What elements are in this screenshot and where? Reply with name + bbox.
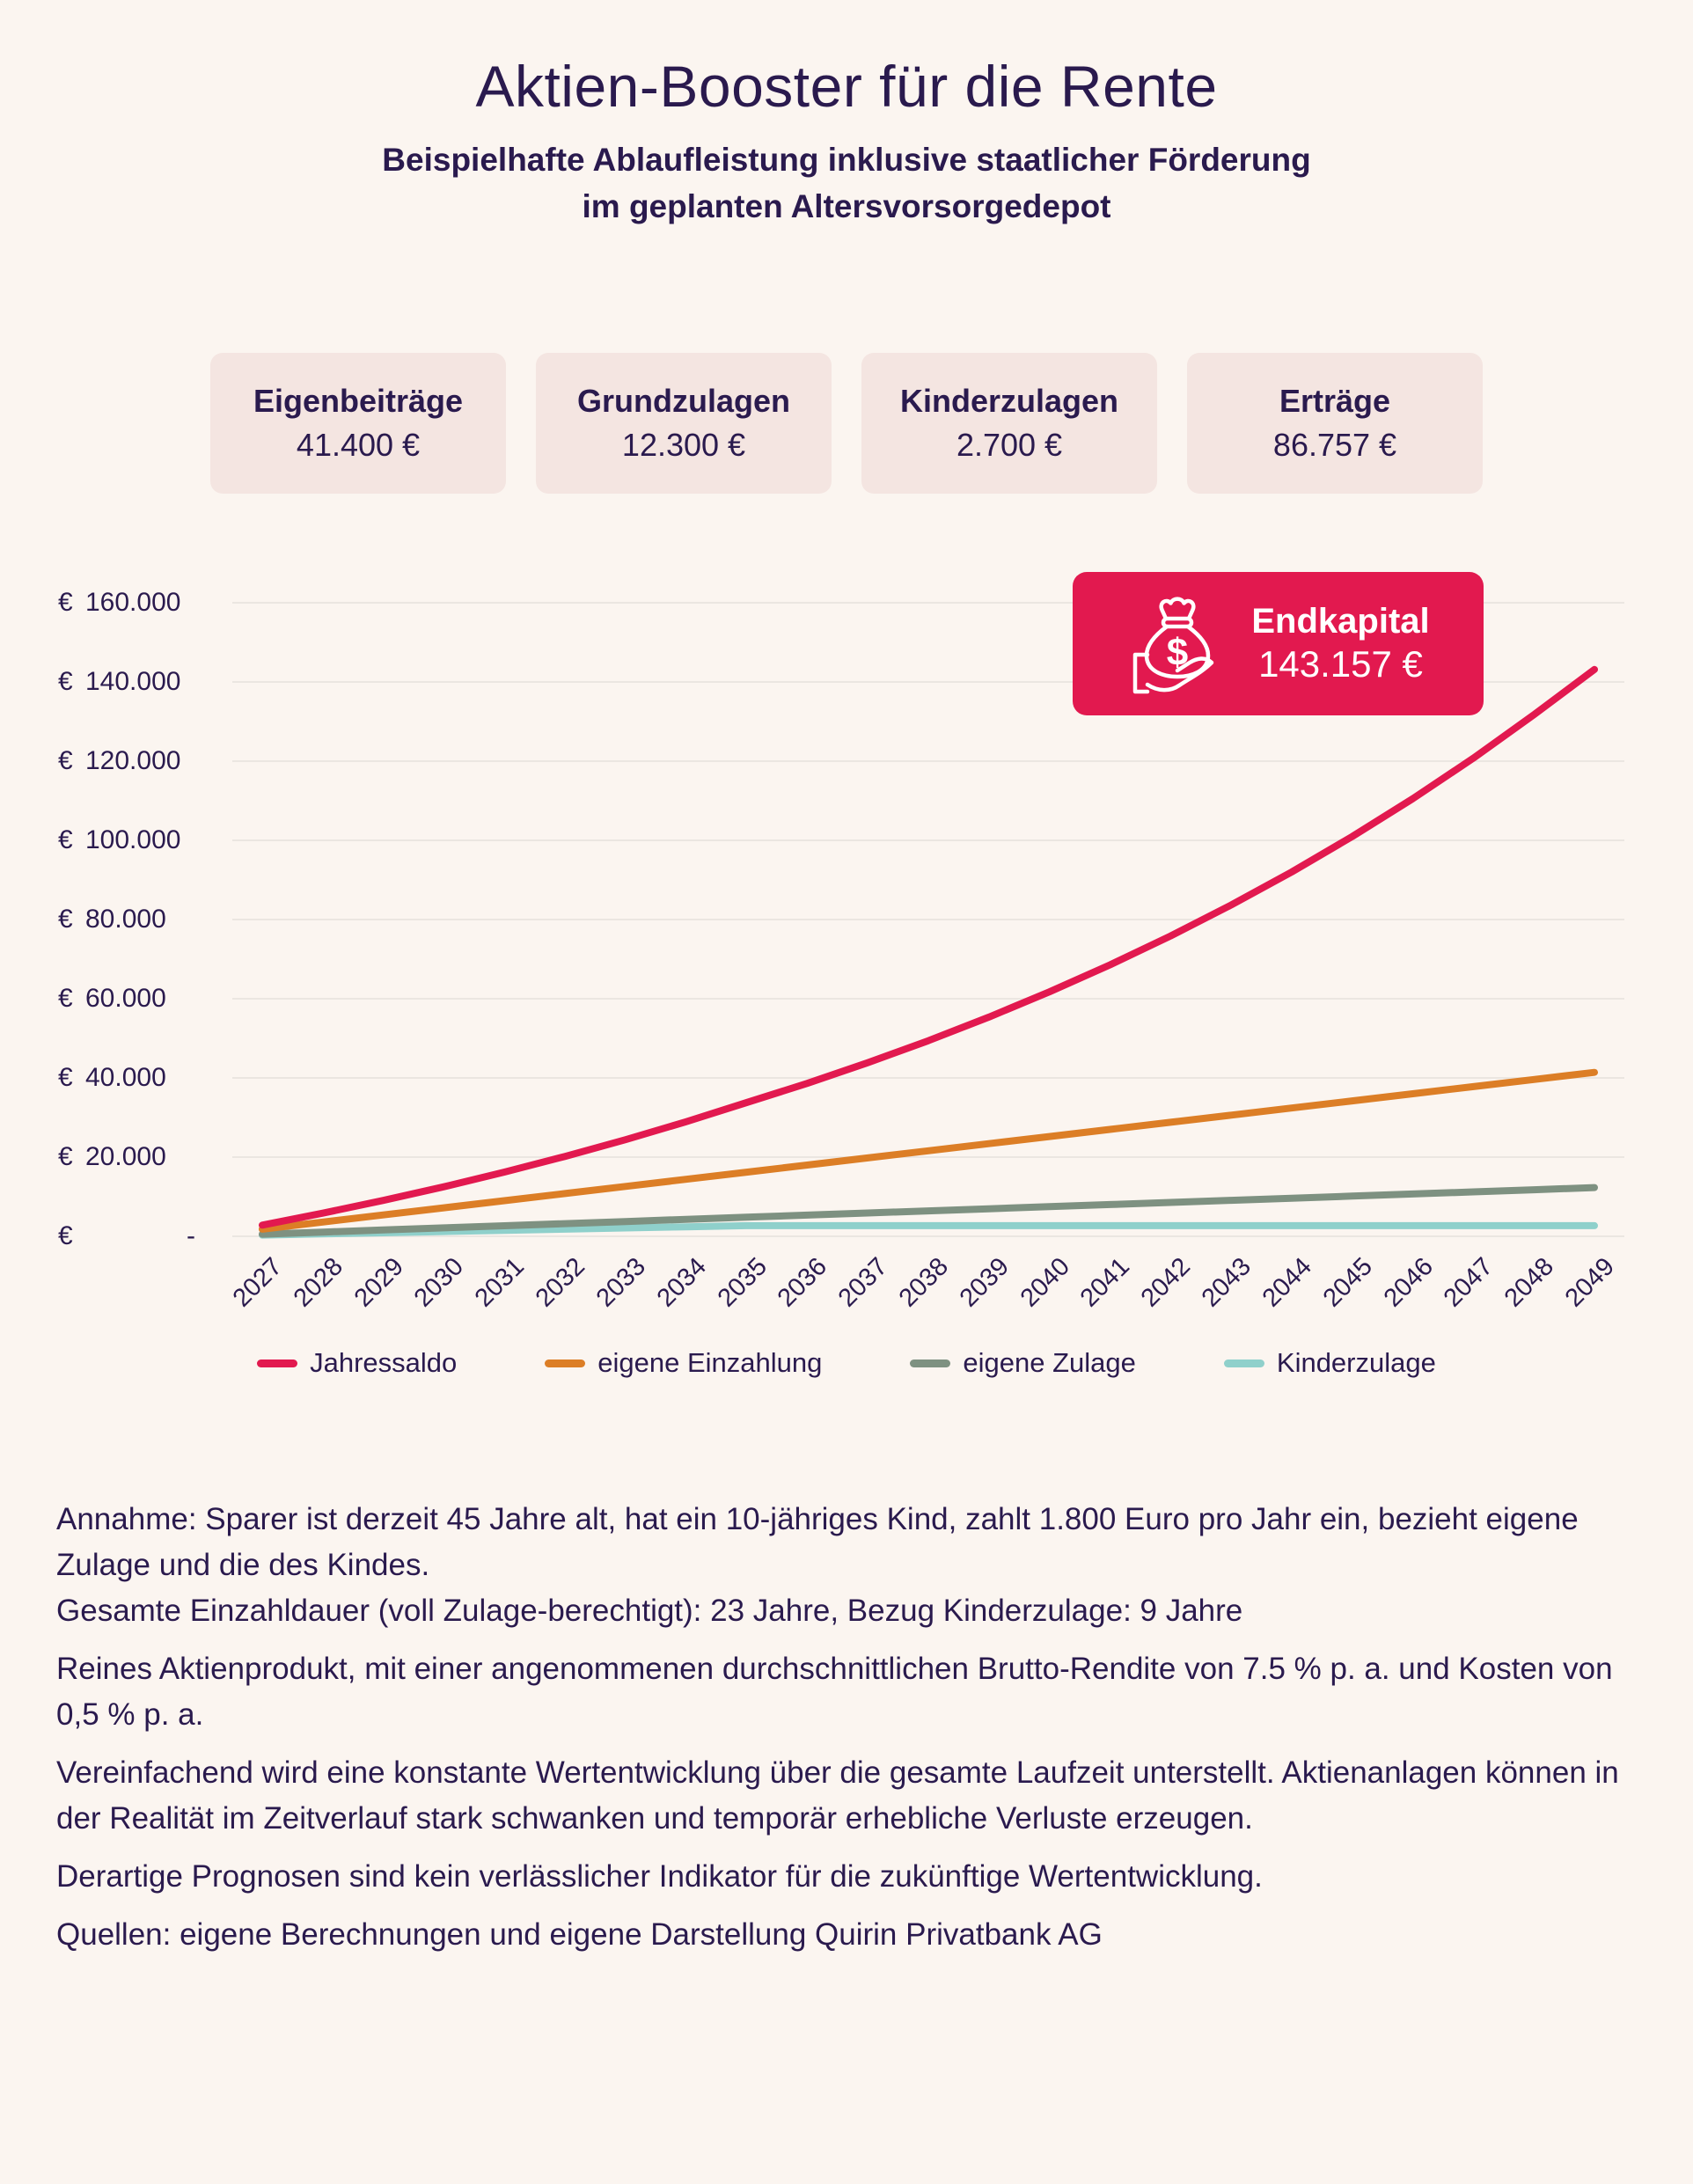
x-axis-tick-label: 2039 (954, 1252, 1015, 1313)
legend-item-eigene-einzahlung (545, 1347, 822, 1379)
stat-card-kinderzulagen (861, 353, 1157, 494)
stat-card-ertraege (1187, 353, 1483, 494)
x-axis-tick-label: 2046 (1378, 1252, 1439, 1313)
page-subtitle (0, 137, 1693, 230)
note-einzahldauer: Gesamte Einzahldauer (voll Zulage-berechtigt): 23 Jahre, Bezug Kinderzulage: 9 Jahre (56, 1594, 1243, 1629)
x-axis-tick-label: 2031 (469, 1252, 531, 1313)
y-axis-tick-label (58, 583, 195, 622)
legend-label: Jahressaldo (310, 1347, 458, 1379)
stat-card-grundzulagen (536, 353, 832, 494)
currency-symbol: € (58, 1221, 73, 1251)
legend-label: Kinderzulage (1276, 1347, 1436, 1379)
tick-value: 120.000 (85, 746, 181, 776)
series-line-jahressaldo (262, 670, 1594, 1226)
y-axis-tick-label (58, 900, 195, 939)
x-axis-tick-label: 2049 (1559, 1252, 1620, 1313)
tick-value: 40.000 (85, 1063, 166, 1093)
tick-value: 20.000 (85, 1142, 166, 1172)
note-annahme: Annahme: Sparer ist derzeit 45 Jahre alt, hat ein 10-jähriges Kind, zahlt 1.800 Euro pro Jahr ein, bezieht eigene Zulage und die des Kindes. (56, 1502, 1579, 1583)
legend-swatch (1224, 1360, 1264, 1367)
legend-swatch (257, 1360, 297, 1367)
stat-card-eigenbeitraege (210, 353, 506, 494)
note-wertentwicklung: Vereinfachend wird eine konstante Wertentwicklung über die gesamte Laufzeit unterstellt. Aktienanlagen können in der Realität im Zeitverlauf stark schwanken und temporär erhebliche Verluste erzeugen. (56, 1755, 1619, 1836)
currency-symbol: € (58, 825, 73, 855)
legend-label: eigene Zulage (963, 1347, 1136, 1379)
dollar-glyph: $ (1167, 630, 1189, 674)
note-aktienprodukt: Reines Aktienprodukt, mit einer angenommenen durchschnittlichen Brutto-Rendite von 7.5 % p. a. und Kosten von 0,5 % p. a. (56, 1652, 1613, 1733)
page-title: Aktien-Booster für die Rente (475, 54, 1218, 119)
x-axis-tick-label: 2045 (1317, 1252, 1378, 1313)
currency-symbol: € (58, 905, 73, 934)
footnotes (56, 1497, 1631, 1958)
currency-symbol: € (58, 588, 73, 618)
x-axis-tick-label: 2042 (1135, 1252, 1197, 1313)
legend-label: eigene Einzahlung (597, 1347, 823, 1379)
x-axis-tick-label: 2041 (1075, 1252, 1136, 1313)
stat-value: 2.700 € (956, 427, 1063, 464)
legend-item-kinderzulage (1224, 1347, 1436, 1379)
y-axis-tick-label (58, 1217, 195, 1256)
currency-symbol: € (58, 746, 73, 776)
currency-symbol: € (58, 1142, 73, 1172)
endkapital-badge (1073, 572, 1484, 715)
page-subtitle-line2: im geplanten Altersvorsorgedepot (582, 187, 1111, 224)
x-axis-tick-label: 2048 (1499, 1252, 1560, 1313)
page-subtitle-line1: Beispielhafte Ablaufleistung inklusive staatlicher Förderung (382, 142, 1311, 178)
x-axis-tick-label: 2029 (348, 1252, 409, 1313)
x-axis-tick-label: 2034 (651, 1252, 712, 1313)
stat-label: Grundzulagen (577, 383, 790, 420)
x-axis-tick-label: 2044 (1257, 1252, 1317, 1313)
tick-value: 80.000 (85, 905, 166, 934)
y-axis-tick-label (58, 742, 195, 781)
tick-value: 140.000 (85, 667, 181, 697)
y-axis-tick-label (58, 1059, 195, 1097)
line-chart (0, 494, 1693, 1338)
x-axis-tick-label: 2030 (409, 1252, 470, 1313)
x-axis-tick-label: 2033 (590, 1252, 651, 1313)
stat-label: Kinderzulagen (899, 383, 1119, 420)
endkapital-title: Endkapital (1251, 602, 1430, 641)
legend-swatch (910, 1360, 950, 1367)
x-axis-tick-label: 2043 (1196, 1252, 1257, 1313)
legend-item-jahressaldo (257, 1347, 457, 1379)
endkapital-badge-text (1251, 602, 1429, 685)
currency-symbol: € (58, 1063, 73, 1093)
currency-symbol: € (58, 984, 73, 1014)
y-axis-tick-label (58, 979, 195, 1018)
legend-swatch (545, 1360, 585, 1367)
x-axis-tick-label: 2032 (530, 1252, 591, 1313)
x-axis-tick-label: 2038 (893, 1252, 954, 1313)
x-axis-tick-label: 2036 (773, 1252, 833, 1313)
tick-value: - (187, 1221, 195, 1251)
tick-value: 160.000 (85, 588, 181, 618)
endkapital-value: 143.157 € (1258, 643, 1423, 685)
x-axis-tick-label: 2047 (1439, 1252, 1499, 1313)
y-axis-tick-label (58, 1138, 195, 1176)
source-line: Quellen: eigene Berechnungen und eigene Darstellung Quirin Privatbank AG (56, 1917, 1103, 1953)
x-axis-tick-label: 2037 (832, 1252, 894, 1313)
money-bag-icon (1126, 591, 1232, 697)
stat-label: Eigenbeiträge (253, 383, 464, 420)
x-axis-tick-label: 2040 (1015, 1252, 1075, 1313)
x-axis-tick-label: 2027 (227, 1252, 288, 1313)
y-axis-tick-label (58, 821, 195, 860)
tick-value: 100.000 (85, 825, 181, 855)
y-axis-tick-label (58, 663, 195, 701)
series-line-eigene-einzahlung (262, 1073, 1594, 1229)
legend-item-eigene-zulage (910, 1347, 1136, 1379)
chart-legend (0, 1347, 1693, 1379)
stat-label: Erträge (1279, 383, 1391, 420)
note-prognosen: Derartige Prognosen sind kein verlässlicher Indikator für die zukünftige Wertentwicklung. (56, 1859, 1263, 1895)
stats-row (0, 353, 1693, 494)
x-axis-tick-label: 2028 (288, 1252, 348, 1313)
x-axis-tick-label: 2035 (712, 1252, 773, 1313)
tick-value: 60.000 (85, 984, 166, 1014)
stat-value: 12.300 € (621, 427, 746, 464)
stat-value: 41.400 € (296, 427, 421, 464)
currency-symbol: € (58, 667, 73, 697)
stat-value: 86.757 € (1272, 427, 1397, 464)
